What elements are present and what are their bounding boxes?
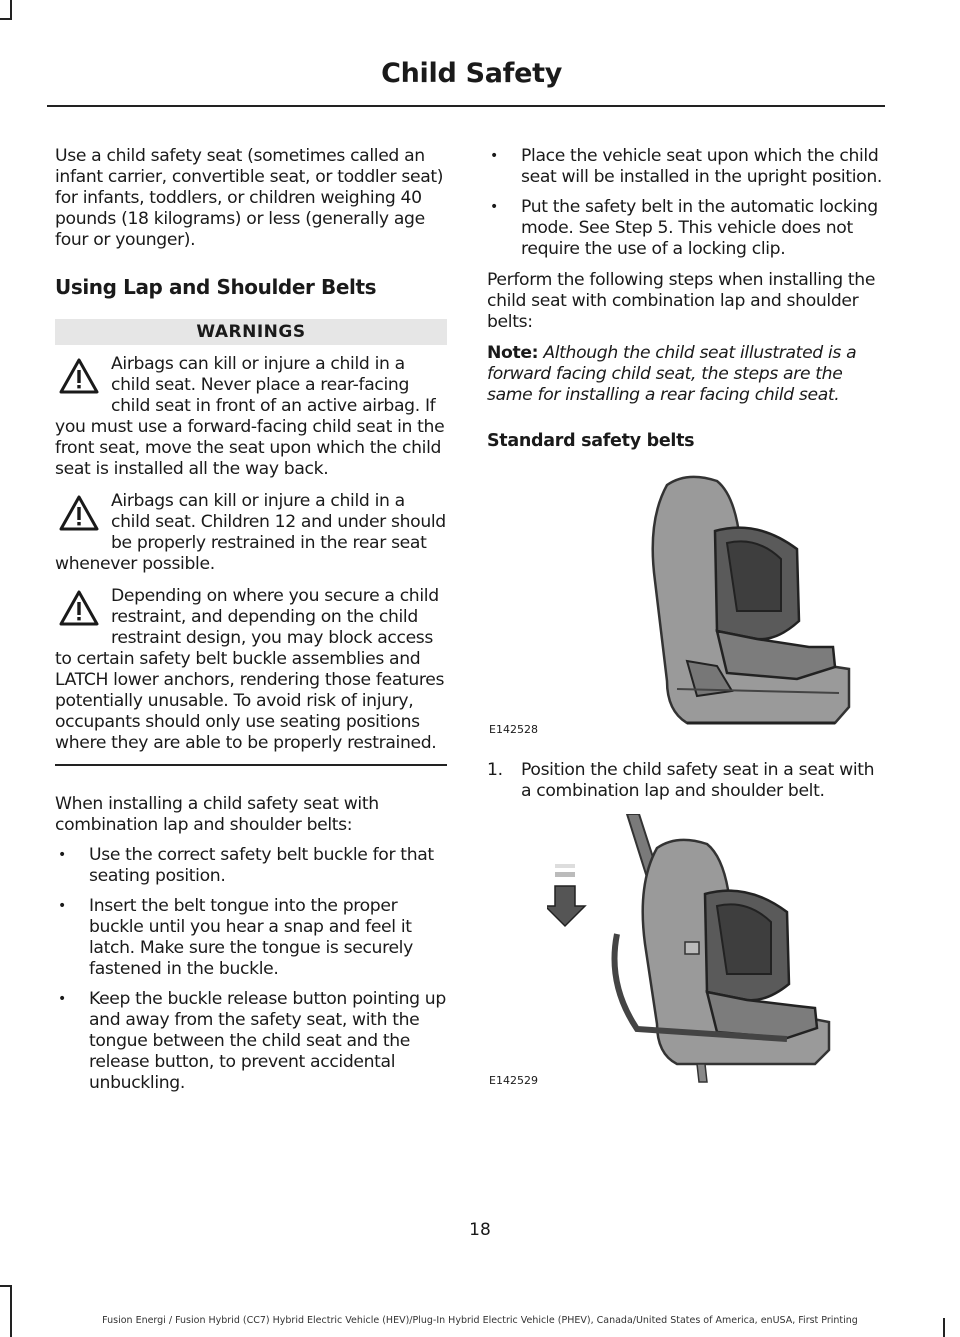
left-column bbox=[55, 146, 447, 1094]
list-item: • Use the correct safety belt buckle for that seating position. bbox=[55, 845, 447, 887]
warning-text: Airbags can kill or injure a child in a child seat. Never place a rear-facing child seat in front of an active airbag. If you must use a forward-facing child seat in the front seat, move the seat upon which the child seat is installed all the way back. bbox=[55, 354, 445, 479]
crop-mark bbox=[10, 0, 12, 18]
child-seat-illustration bbox=[567, 461, 867, 731]
steps-intro: Perform the following steps when installing the child seat with combination lap and shoulder belts: bbox=[487, 270, 876, 332]
step-number: 1. bbox=[487, 760, 503, 780]
install-bullets bbox=[55, 845, 447, 1094]
warning-text: Airbags can kill or injure a child in a child seat. Children 12 and under should be properly restrained in the rear seat whenever possible. bbox=[55, 491, 446, 574]
warning-triangle-icon bbox=[57, 354, 101, 400]
step-text: Position the child safety seat in a seat with a combination lap and shoulder belt. bbox=[521, 760, 875, 801]
page-number: 18 bbox=[469, 1220, 491, 1240]
right-column bbox=[487, 146, 882, 1094]
crop-mark bbox=[10, 1285, 12, 1337]
warning-text: Depending on where you secure a child restraint, and depending on the child restraint design, you may block access to certain safety belt buckle assemblies and LATCH lower anchors, rendering those features potentially unusable. To avoid risk of injury, occupants should only use seating positions where they are able to be properly restrained. bbox=[55, 586, 445, 753]
warning-triangle-icon bbox=[57, 491, 101, 537]
warning-item bbox=[55, 586, 447, 754]
note-paragraph bbox=[487, 343, 882, 406]
subheading: Standard safety belts bbox=[487, 431, 695, 451]
figure-code: E142528 bbox=[489, 723, 538, 736]
steps-list bbox=[487, 760, 882, 802]
warning-triangle-icon bbox=[57, 586, 101, 632]
intro-paragraph: Use a child safety seat (sometimes called an infant carrier, convertible seat, or toddler seat) for infants, toddlers, or children weighing 40 pounds (18 kilograms) or less (generally age four or younger). bbox=[55, 146, 444, 250]
list-item: • Keep the buckle release button pointing up and away from the safety seat, with the tongue between the child seat and the release button, to prevent accidental unbuckling. bbox=[55, 989, 447, 1094]
list-item: • Insert the belt tongue into the proper buckle until you hear a snap and feel it latch. Make sure the tongue is securely fastened in the buckle. bbox=[55, 896, 447, 980]
header-divider bbox=[47, 105, 885, 107]
list-item: • Place the vehicle seat upon which the child seat will be installed in the upright position. bbox=[487, 146, 882, 188]
note-text: Although the child seat illustrated is a forward facing child seat, the steps are the same for installing a rear facing child seat. bbox=[487, 343, 857, 405]
step-item bbox=[487, 760, 882, 802]
crop-mark bbox=[0, 18, 12, 20]
section-heading: Using Lap and Shoulder Belts bbox=[55, 275, 377, 299]
warning-item bbox=[55, 354, 447, 480]
list-item: • Put the safety belt in the automatic locking mode. See Step 5. This vehicle does not require the use of a locking clip. bbox=[487, 197, 882, 260]
figure-child-seat bbox=[487, 461, 882, 749]
footer-text: Fusion Energi / Fusion Hybrid (CC7) Hybrid Electric Vehicle (HEV)/Plug-In Hybrid Electric Vehicle (PHEV), Canada/United States of America, enUSA, First Printing bbox=[102, 1315, 858, 1326]
figure-child-seat-belt bbox=[487, 806, 882, 1094]
crop-mark bbox=[0, 1285, 12, 1287]
warning-item bbox=[55, 491, 447, 575]
figure-code: E142529 bbox=[489, 1074, 538, 1087]
note-label: Note: bbox=[487, 343, 539, 363]
warnings-header: WARNINGS bbox=[55, 319, 447, 345]
warnings-divider bbox=[55, 764, 447, 766]
page-title: Child Safety bbox=[381, 58, 562, 89]
install-intro: When installing a child safety seat with combination lap and shoulder belts: bbox=[55, 794, 379, 835]
child-seat-belt-illustration bbox=[547, 814, 847, 1084]
setup-bullets bbox=[487, 146, 882, 260]
